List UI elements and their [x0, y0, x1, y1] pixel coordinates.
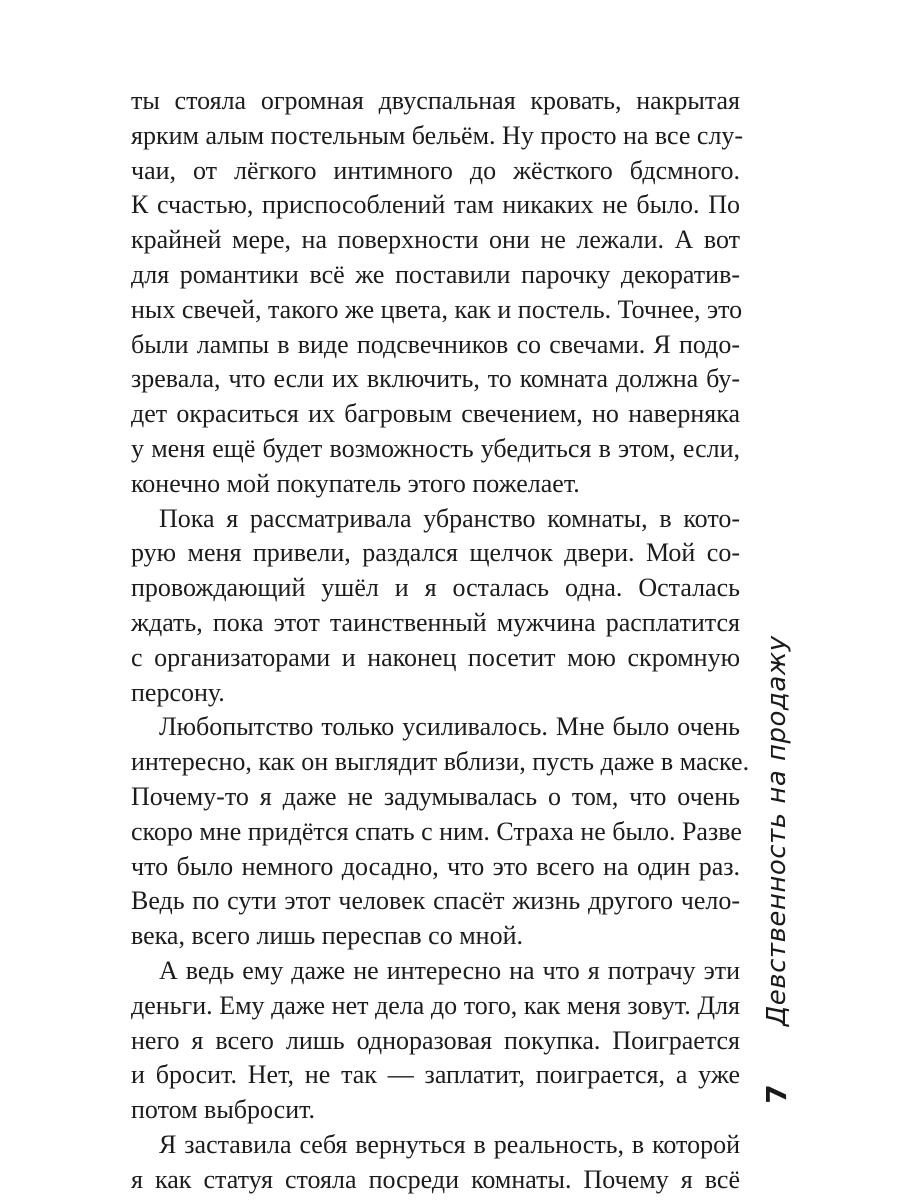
- text-line: зревала, что если их включить, то комната должна бу-: [131, 364, 740, 394]
- text-line: него я всего лишь одноразовая покупка. Поиграется: [131, 1025, 740, 1055]
- text-line: Пока я рассматривала убранство комнаты, в кото-: [159, 503, 740, 533]
- text-line: интересно, как он выглядит вблизи, пусть даже в маске.: [131, 747, 750, 777]
- text-line: Я заставила себя вернуться в реальность, в которой: [159, 1129, 740, 1159]
- text-line: рую меня привели, раздался щелчок двери. Мой со-: [131, 538, 740, 568]
- text-line: конечно мой покупатель этого пожелает.: [131, 468, 580, 498]
- text-line: для романтики всё же поставили парочку декоратив-: [131, 259, 740, 289]
- text-line: крайней мере, на поверхности они не лежали. А вот: [131, 225, 740, 255]
- body-text: [131, 84, 750, 1198]
- text-line: Почему-то я даже не задумывалась о том, что очень: [131, 781, 740, 811]
- text-line: ждать, пока этот таинственный мужчина расплатится: [131, 607, 740, 637]
- text-line: ты стояла огромная двуспальная кровать, накрытая: [131, 86, 740, 115]
- text-line: К счастью, приспособлений там никаких не было. По: [131, 190, 740, 220]
- text-line: и бросит. Нет, не так — заплатит, поиграется, а уже: [131, 1060, 740, 1090]
- text-line: деньги. Ему даже нет дела до того, как меня зовут. Для: [131, 990, 740, 1020]
- text-line: скоро мне придётся спать с ним. Страха не было. Разве: [131, 816, 742, 846]
- running-header: [752, 635, 802, 1026]
- text-line: ных свечей, такого же цвета, как и постель. Точнее, это: [131, 294, 743, 324]
- text-line: у меня ещё будет возможность убедиться в этом, если,: [131, 433, 740, 463]
- text-line: я как статуя стояла посреди комнаты. Почему я всё: [131, 1164, 740, 1194]
- text-line: ярким алым постельным бельём. Ну просто на все слу-: [131, 120, 744, 150]
- page-number: 7: [760, 1084, 793, 1104]
- text-line: с организаторами и наконец посетит мою скромную: [131, 642, 740, 672]
- text-line: чаи, от лёгкого интимного до жёсткого бдсмного.: [131, 155, 740, 185]
- text-line: были лампы в виде подсвечников со свечами. Я подо-: [131, 329, 740, 359]
- text-line: провождающий ушёл и я осталась одна. Осталась: [131, 573, 740, 603]
- text-line: Ведь по сути этот человек спасёт жизнь другого чело-: [131, 886, 740, 916]
- text-line: персону.: [131, 677, 225, 707]
- text-line: А ведь ему даже не интересно на что я потрачу эти: [159, 955, 740, 985]
- running-header-title: Девственность на продажу: [762, 635, 792, 1026]
- text-line: потом выбросит.: [131, 1095, 316, 1125]
- text-line: что было немного досадно, что это всего на один раз.: [131, 851, 740, 881]
- text-line: дет окраситься их багровым свечением, но наверняка: [131, 399, 740, 429]
- text-line: Любопытство только усиливалось. Мне было очень: [159, 712, 740, 742]
- text-line: века, всего лишь переспав со мной.: [131, 921, 523, 951]
